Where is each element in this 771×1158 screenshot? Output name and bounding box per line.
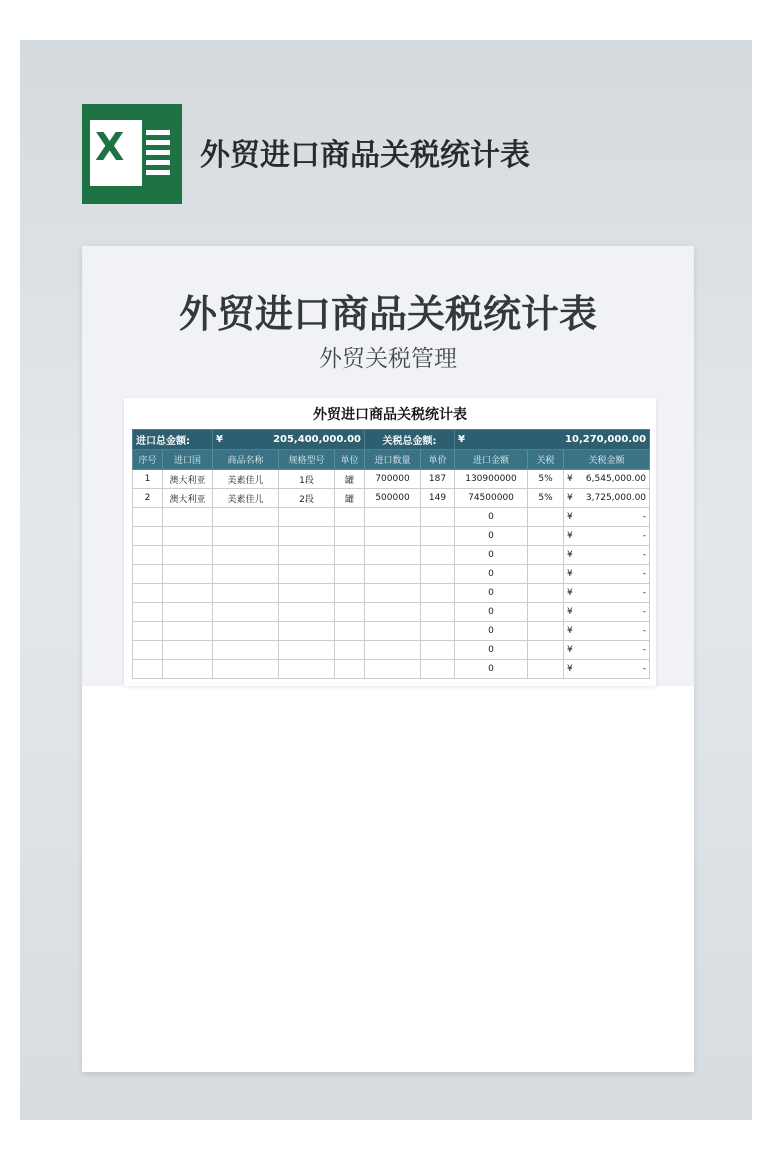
currency-symbol: ¥ xyxy=(567,607,573,617)
table-cell[interactable]: 美素佳儿 xyxy=(213,470,279,489)
column-header[interactable]: 单价 xyxy=(421,450,455,470)
table-cell[interactable] xyxy=(528,546,564,565)
table-cell[interactable] xyxy=(163,660,213,679)
tariff-amount-value: - xyxy=(642,607,647,617)
table-cell[interactable]: 0 xyxy=(455,527,528,546)
table-row xyxy=(133,603,650,622)
table-cell[interactable] xyxy=(279,565,335,584)
table-cell[interactable] xyxy=(335,641,365,660)
table-cell[interactable]: 149 xyxy=(421,489,455,508)
table-cell[interactable]: 0 xyxy=(455,546,528,565)
table-row xyxy=(133,660,650,679)
table-cell[interactable] xyxy=(528,508,564,527)
table-row xyxy=(133,584,650,603)
tariff-amount-cell[interactable] xyxy=(564,565,650,584)
table-cell[interactable] xyxy=(133,622,163,641)
table-row xyxy=(133,489,650,508)
table-cell[interactable]: 澳大利亚 xyxy=(163,489,213,508)
table-cell[interactable]: 2 xyxy=(133,489,163,508)
import-total-currency: ¥ xyxy=(216,434,223,445)
currency-symbol: ¥ xyxy=(567,474,573,484)
table-cell[interactable] xyxy=(365,527,421,546)
table-cell[interactable] xyxy=(365,603,421,622)
table-cell[interactable] xyxy=(365,565,421,584)
table-cell[interactable]: 罐 xyxy=(335,470,365,489)
tariff-amount-value: - xyxy=(642,664,647,674)
tariff-amount-cell[interactable] xyxy=(564,603,650,622)
tariff-amount-cell[interactable] xyxy=(564,641,650,660)
table-cell[interactable] xyxy=(528,527,564,546)
column-header[interactable]: 规格型号 xyxy=(279,450,335,470)
tariff-amount-value: - xyxy=(642,512,647,522)
table-cell[interactable] xyxy=(213,660,279,679)
table-cell[interactable] xyxy=(213,565,279,584)
column-header[interactable]: 商品名称 xyxy=(213,450,279,470)
table-cell[interactable] xyxy=(421,565,455,584)
table-cell[interactable]: 0 xyxy=(455,565,528,584)
table-cell[interactable] xyxy=(133,641,163,660)
table-cell[interactable]: 187 xyxy=(421,470,455,489)
column-header[interactable]: 单位 xyxy=(335,450,365,470)
table-row xyxy=(133,527,650,546)
table-cell[interactable]: 1段 xyxy=(279,470,335,489)
table-cell[interactable]: 700000 xyxy=(365,470,421,489)
currency-symbol: ¥ xyxy=(567,645,573,655)
card-title: 外贸进口商品关税统计表 xyxy=(178,292,597,336)
table-cell[interactable] xyxy=(365,641,421,660)
header-title: 外贸进口商品关税统计表 xyxy=(200,138,530,173)
currency-symbol: ¥ xyxy=(567,588,573,598)
tariff-amount-cell[interactable] xyxy=(564,584,650,603)
table-cell[interactable] xyxy=(133,584,163,603)
summary-row xyxy=(133,430,650,450)
table-body xyxy=(133,470,650,679)
table-cell[interactable] xyxy=(279,622,335,641)
table-cell[interactable] xyxy=(528,622,564,641)
table-cell[interactable] xyxy=(163,641,213,660)
tariff-amount-value: - xyxy=(642,569,647,579)
tariff-table xyxy=(132,429,650,679)
table-cell[interactable]: 74500000 xyxy=(455,489,528,508)
table-cell[interactable] xyxy=(133,603,163,622)
tariff-total-label: 关税总金额: xyxy=(365,430,455,450)
table-cell[interactable] xyxy=(335,622,365,641)
tariff-amount-cell[interactable] xyxy=(564,527,650,546)
table-cell[interactable]: 2段 xyxy=(279,489,335,508)
column-header[interactable]: 关税金额 xyxy=(564,450,650,470)
table-cell[interactable] xyxy=(421,622,455,641)
table-cell[interactable] xyxy=(213,546,279,565)
excel-logo-grid-icon xyxy=(146,130,170,180)
table-cell[interactable] xyxy=(365,660,421,679)
table-cell[interactable] xyxy=(365,622,421,641)
import-total-value xyxy=(213,430,365,450)
table-cell[interactable] xyxy=(421,603,455,622)
tariff-total-value xyxy=(455,430,650,450)
tariff-total-amount: 10,270,000.00 xyxy=(565,434,647,445)
column-header[interactable]: 进口数量 xyxy=(365,450,421,470)
table-cell[interactable] xyxy=(279,603,335,622)
table-cell[interactable] xyxy=(421,508,455,527)
table-cell[interactable] xyxy=(335,660,365,679)
currency-symbol: ¥ xyxy=(567,664,573,674)
table-cell[interactable] xyxy=(163,565,213,584)
table-cell[interactable] xyxy=(279,508,335,527)
column-header[interactable]: 序号 xyxy=(133,450,163,470)
table-cell[interactable]: 0 xyxy=(455,603,528,622)
tariff-amount-cell[interactable] xyxy=(564,508,650,527)
import-total-label: 进口总金额: xyxy=(133,430,213,450)
tariff-amount-value: - xyxy=(642,588,647,598)
table-cell[interactable] xyxy=(365,546,421,565)
table-cell[interactable] xyxy=(421,527,455,546)
currency-symbol: ¥ xyxy=(567,626,573,636)
table-cell[interactable]: 500000 xyxy=(365,489,421,508)
table-cell[interactable] xyxy=(213,603,279,622)
table-cell[interactable] xyxy=(213,641,279,660)
table-cell[interactable] xyxy=(133,527,163,546)
tariff-amount-value: - xyxy=(642,626,647,636)
spreadsheet-preview xyxy=(124,398,656,686)
table-cell[interactable]: 5% xyxy=(528,489,564,508)
table-cell[interactable] xyxy=(528,603,564,622)
column-header-row xyxy=(133,450,650,470)
sheet-title: 外贸进口商品关税统计表 xyxy=(313,407,467,423)
table-cell[interactable] xyxy=(365,508,421,527)
table-cell[interactable]: 美素佳儿 xyxy=(213,489,279,508)
currency-symbol: ¥ xyxy=(567,493,573,503)
table-cell[interactable] xyxy=(528,641,564,660)
import-total-amount: 205,400,000.00 xyxy=(273,434,361,445)
currency-symbol: ¥ xyxy=(567,569,573,579)
table-cell[interactable]: 0 xyxy=(455,508,528,527)
table-cell[interactable] xyxy=(213,508,279,527)
table-cell[interactable]: 0 xyxy=(455,584,528,603)
table-cell[interactable] xyxy=(133,660,163,679)
table-cell[interactable] xyxy=(279,584,335,603)
table-cell[interactable] xyxy=(528,565,564,584)
table-row xyxy=(133,546,650,565)
table-cell[interactable] xyxy=(528,584,564,603)
table-cell[interactable]: 5% xyxy=(528,470,564,489)
table-cell[interactable] xyxy=(279,546,335,565)
preview-card xyxy=(82,246,694,1072)
table-cell[interactable]: 0 xyxy=(455,641,528,660)
table-row xyxy=(133,470,650,489)
column-header[interactable]: 进口金额 xyxy=(455,450,528,470)
tariff-total-currency: ¥ xyxy=(458,434,465,445)
table-row xyxy=(133,641,650,660)
table-row xyxy=(133,565,650,584)
table-cell[interactable] xyxy=(335,565,365,584)
table-row xyxy=(133,508,650,527)
table-cell[interactable] xyxy=(163,622,213,641)
tariff-amount-cell[interactable] xyxy=(564,470,650,489)
currency-symbol: ¥ xyxy=(567,512,573,522)
table-cell[interactable] xyxy=(213,527,279,546)
tariff-amount-value: 6,545,000.00 xyxy=(585,474,647,484)
table-cell[interactable] xyxy=(133,546,163,565)
table-cell[interactable] xyxy=(133,508,163,527)
tariff-amount-cell[interactable] xyxy=(564,546,650,565)
tariff-amount-cell[interactable] xyxy=(564,660,650,679)
table-cell[interactable] xyxy=(163,603,213,622)
excel-logo-letter: X xyxy=(95,125,125,169)
table-cell[interactable] xyxy=(163,508,213,527)
table-cell[interactable] xyxy=(279,527,335,546)
tariff-amount-value: - xyxy=(642,531,647,541)
tariff-amount-value: 3,725,000.00 xyxy=(585,493,647,503)
table-cell[interactable] xyxy=(213,622,279,641)
column-header[interactable]: 关税 xyxy=(528,450,564,470)
table-cell[interactable] xyxy=(213,584,279,603)
table-cell[interactable]: 澳大利亚 xyxy=(163,470,213,489)
table-cell[interactable] xyxy=(163,584,213,603)
table-cell[interactable] xyxy=(335,584,365,603)
table-cell[interactable] xyxy=(163,546,213,565)
table-cell[interactable]: 0 xyxy=(455,622,528,641)
tariff-amount-value: - xyxy=(642,550,647,560)
excel-logo-icon xyxy=(82,104,182,204)
table-cell[interactable] xyxy=(421,641,455,660)
table-row xyxy=(133,622,650,641)
table-cell[interactable]: 1 xyxy=(133,470,163,489)
table-cell[interactable] xyxy=(365,584,421,603)
table-cell[interactable] xyxy=(335,603,365,622)
table-cell[interactable] xyxy=(528,660,564,679)
table-cell[interactable] xyxy=(421,660,455,679)
card-subtitle: 外贸关税管理 xyxy=(319,346,457,372)
tariff-amount-cell[interactable] xyxy=(564,489,650,508)
tariff-amount-cell[interactable] xyxy=(564,622,650,641)
table-cell[interactable] xyxy=(279,641,335,660)
table-cell[interactable]: 130900000 xyxy=(455,470,528,489)
currency-symbol: ¥ xyxy=(567,550,573,560)
table-cell[interactable] xyxy=(335,508,365,527)
tariff-amount-value: - xyxy=(642,645,647,655)
table-cell[interactable] xyxy=(279,660,335,679)
table-cell[interactable] xyxy=(421,584,455,603)
table-cell[interactable] xyxy=(335,527,365,546)
table-cell[interactable] xyxy=(421,546,455,565)
column-header[interactable]: 进口国 xyxy=(163,450,213,470)
table-cell[interactable] xyxy=(133,565,163,584)
currency-symbol: ¥ xyxy=(567,531,573,541)
table-cell[interactable]: 0 xyxy=(455,660,528,679)
table-cell[interactable] xyxy=(163,527,213,546)
table-cell[interactable]: 罐 xyxy=(335,489,365,508)
table-cell[interactable] xyxy=(335,546,365,565)
